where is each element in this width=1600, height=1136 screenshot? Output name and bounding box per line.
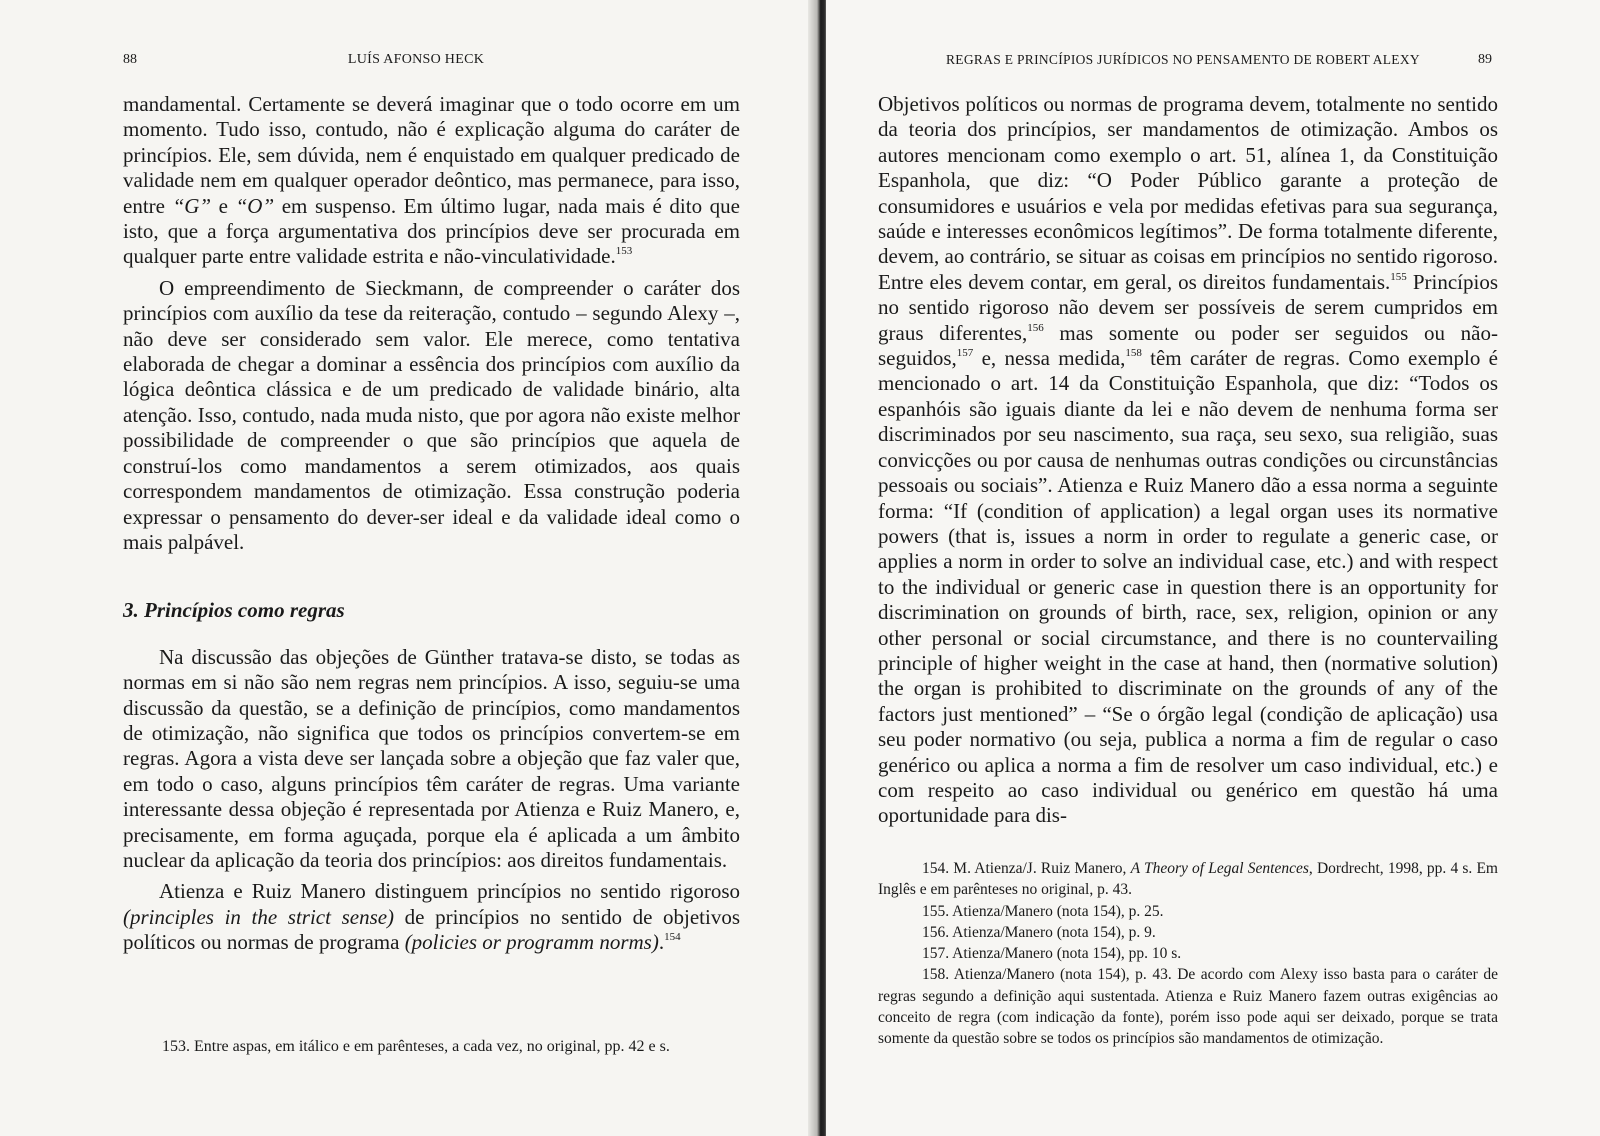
running-head: LUÍS AFONSO HECK bbox=[347, 52, 485, 67]
footnote: 156. Atienza/Manero (nota 154), p. 9. bbox=[922, 923, 1156, 941]
body-text bbox=[123, 92, 740, 956]
footnote: 155. Atienza/Manero (nota 154), p. 25. bbox=[922, 902, 1164, 920]
page-number: 89 bbox=[1478, 52, 1492, 67]
footnote-ref: 154 bbox=[664, 931, 681, 944]
footnote: 158. Atienza/Manero (nota 154), p. 43. De acordo com Alexy isso basta para o caráter de regras segundo a definição aqui sustentada. Atienza e Ruiz Manero fazem outras exigências ao conceito de regra (com indicação da fonte), porém isso pode aqui ser deixado, porque se trata somente da questão sobre se todos os princípios são mandamentos de otimização. bbox=[878, 966, 1498, 1048]
paragraph: mandamental. Certamente se deverá imaginar que o todo ocorre em um momento. Tudo isso, contudo, não é explicação alguma do caráter de princípios. Ele, sem dúvida, nem é enquistado em qualquer predicado de validade nem em qualquer operador deôntico, mas permanece, para isso, entre “G” e “O” em suspenso. Em último lugar, nada mais é dito que isto, que a força argumentativa dos princípios deve ser procurada em qualquer parte entre validade estrita e não-vinculatividade.$^{153}$ bbox=[123, 92, 740, 269]
page-number: 88 bbox=[123, 52, 137, 67]
paragraph: Objetivos políticos ou normas de programa devem, totalmente no sentido da teoria dos princípios, ser mandamentos de otimização. Ambos os autores mencionam como exemplo o art. 51, alínea 1, da Constituição Espanhola, que diz: “O Poder Público garante a proteção de consumidores e usuários e vela por medidas efetivas para sua segurança, saúde e interesses econômicos legítimos”. De forma totalmente diferente, devem, ao contrário, se situar as coisas em princípios no sentido rigoroso. Entre eles devem contar, em geral, os direitos fundamentais.$^{155}$ Princípios no sentido rigoroso não devem ser possíveis de serem cumpridos em graus diferentes,$^{156}$ mas somente ou poder ser seguidos ou não-seguidos,$^{157}$ e, nessa medida,$^{158}$ têm caráter de regras. Como exemplo é mencionado o art. 14 da Constituição Espanhola, que diz: “Todos os espanhóis são iguais diante da lei e não devem de nenhuma forma ser discriminados por seu nascimento, sua raça, seu sexo, sua religião, suas convicções ou por causa de nenhumas outras condições ou circunstâncias pessoais ou sociais”. Atienza e Ruiz Manero dão a essa norma a seguinte forma: “If (condition of application) a legal organ uses its normative powers (that is, issues a norm in order to regulate a generic case, or applies a norm in order to solve an individual case, etc.) and with respect to the individual or generic case in question there is an opportunity for discrimination on grounds of birth, race, sex, religion, opinion or any other personal or social circumstance, and there is no countervailing principle of higher weight in the case at hand, then (normative solution) the organ is prohibited to discriminate on the grounds of any of the factors just mentioned” – “Se o órgão legal (condição de aplicação) usa seu poder normativo (ou seja, publica a norma a fim de regular o caso genérico ou aplica a norma a fim de resolver um caso individual, etc.) e com respeito ao caso individual ou genérico em questão há uma oportunidade para dis- bbox=[878, 92, 1498, 828]
running-head: REGRAS E PRINCÍPIOS JURÍDICOS NO PENSAMENTO DE ROBERT ALEXY bbox=[946, 52, 1420, 67]
body-text bbox=[878, 92, 1498, 829]
footnote-ref: 153 bbox=[615, 245, 633, 258]
paragraph: Na discussão das objeções de Günther tratava-se disto, se todas as normas em si não são nem regras nem princípios. A isso, seguiu-se uma discussão da questão, se a definição de princípios, como mandamentos de otimização, não significa que todos os princípios convertem-se em regras. Agora a vista deve ser lançada sobre a objeção que faz valer que, em todo o caso, alguns princípios têm caráter de regras. Uma variante interessante dessa objeção é representada por Atienza e Ruiz Manero, e, precisamente, em forma aguçada, porque ela é aplicada a um âmbito nuclear da aplicação da teoria dos princípios: aos direitos fundamentais. bbox=[123, 644, 740, 872]
footnote-ref: 155 bbox=[1390, 270, 1407, 283]
footnote: 153. Entre aspas, em itálico e em parênteses, a cada vez, no original, pp. 42 e s. bbox=[162, 1038, 670, 1055]
paragraph: Atienza e Ruiz Manero distinguem princípios no sentido rigoroso (principles in the strict sense) de princípios no sentido de objetivos políticos ou normas de programa (policies or programm norms).$^{154}$ bbox=[123, 879, 740, 955]
paragraph: O empreendimento de Sieckmann, de compreender o caráter dos princípios com auxílio da tese da reiteração, contudo – segundo Alexy –, não deve ser considerado sem valor. Ele merece, como tentativa elaborada de chegar a dominar a essência dos princípios com auxílio da lógica deôntica clássica e de um predicado de validade binário, alta atenção. Isso, contudo, nada muda nisto, que por agora não existe melhor possibilidade de compreender o que são princípios que aquela de construí-los como mandamentos a serem otimizados, aos quais correspondem mandamentos de otimização. Essa construção poderia expressar o pensamento do dever-ser ideal e da validade ideal como o mais palpável. bbox=[123, 275, 740, 554]
footnote-ref: 158 bbox=[1125, 347, 1142, 360]
right-page bbox=[826, 0, 1600, 1136]
section-heading: 3. Princípios como regras bbox=[123, 598, 345, 623]
footnotes bbox=[878, 858, 1498, 1050]
footnote-ref: 156 bbox=[1027, 321, 1044, 334]
footnote: 157. Atienza/Manero (nota 154), pp. 10 s. bbox=[922, 945, 1182, 963]
footnote-ref: 157 bbox=[956, 347, 974, 360]
footnote: 154. M. Atienza/J. Ruiz Manero, A Theory of Legal Sentences, Dordrecht, 1998, pp. 4 s. Em Inglês e em parênteses no original, p. 43. bbox=[878, 860, 1498, 899]
